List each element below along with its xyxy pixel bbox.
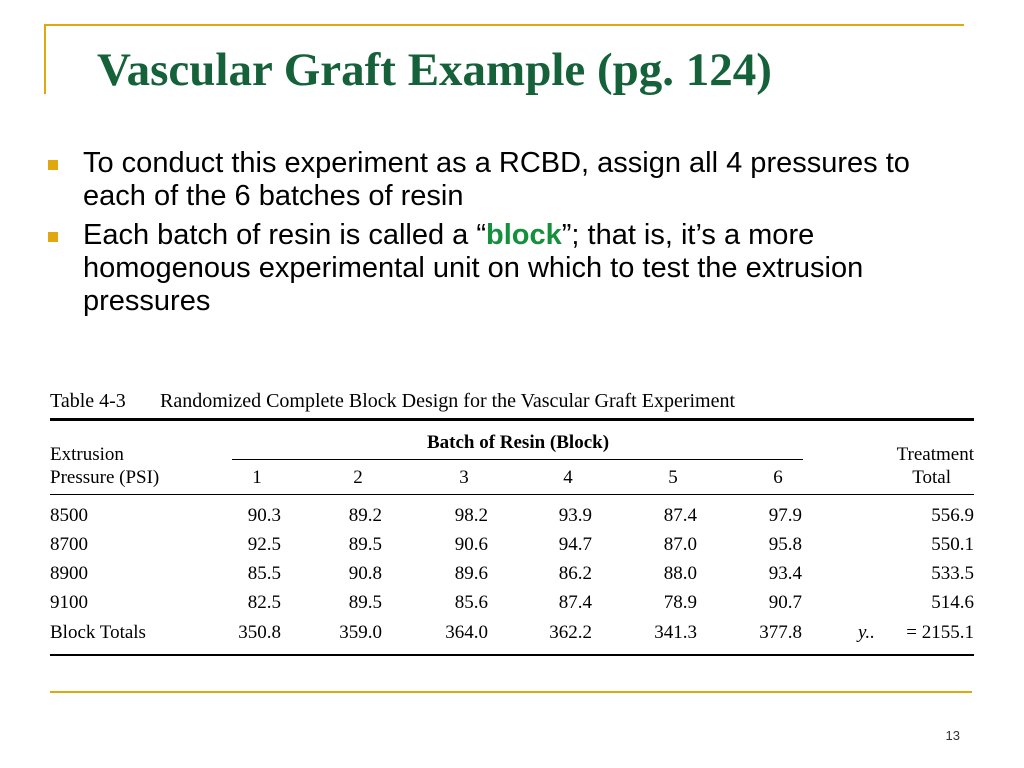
table-cell: 87.4 xyxy=(558,592,592,613)
table-cell: 89.6 xyxy=(454,563,488,584)
table-cell: 90.7 xyxy=(768,592,802,613)
table-cell: 87.0 xyxy=(663,534,697,555)
table-bottom-rule xyxy=(50,654,974,656)
group-header-rule xyxy=(232,459,803,460)
row-pressure: 8700 xyxy=(50,534,88,555)
table-cell: 98.2 xyxy=(454,505,488,526)
treatment-total: 533.5 xyxy=(931,563,974,584)
bullet-item xyxy=(44,147,974,213)
table-cell: 97.9 xyxy=(768,505,802,526)
grand-total-symbol: y.. xyxy=(858,622,875,643)
table-caption-text: Randomized Complete Block Design for the Vascular Graft Experiment xyxy=(160,390,736,412)
row-pressure: 8900 xyxy=(50,563,88,584)
row-header-line2: Pressure (PSI) xyxy=(50,467,160,488)
frame-bottom-rule xyxy=(50,691,972,693)
table-cell: 78.9 xyxy=(663,592,697,613)
total-header-line1: Treatment xyxy=(896,444,974,465)
block-total: 359.0 xyxy=(339,622,382,643)
table-label: Table 4-3 xyxy=(50,390,126,412)
table-cell: 88.0 xyxy=(663,563,697,584)
table-cell: 93.4 xyxy=(768,563,802,584)
block-total: 341.3 xyxy=(654,622,697,643)
table-header-rule xyxy=(50,494,974,495)
table-cell: 85.5 xyxy=(247,563,281,584)
block-totals-label: Block Totals xyxy=(50,622,146,643)
bullet-list xyxy=(44,147,974,324)
row-pressure: 8500 xyxy=(50,505,88,526)
slide-title: Vascular Graft Example (pg. 124) xyxy=(97,44,772,96)
block-total: 350.8 xyxy=(238,622,281,643)
bullet-text: To conduct this experiment as a RCBD, assign all 4 pressures to each of the 6 batches of resin xyxy=(83,147,910,212)
table-caption xyxy=(50,390,735,413)
treatment-total: 550.1 xyxy=(931,534,974,555)
table-cell: 87.4 xyxy=(663,505,697,526)
square-bullet-icon xyxy=(48,232,58,242)
keyword-block: block xyxy=(485,219,562,251)
block-total: 377.8 xyxy=(759,622,802,643)
table-cell: 89.5 xyxy=(348,534,382,555)
treatment-total: 556.9 xyxy=(931,505,974,526)
bullet-text: Each batch of resin is called a “ xyxy=(83,219,486,251)
block-header: 3 xyxy=(459,467,469,488)
frame-top-rule xyxy=(44,24,964,26)
treatment-total: 514.6 xyxy=(931,592,974,613)
table-cell: 90.6 xyxy=(454,534,488,555)
table-cell: 94.7 xyxy=(558,534,592,555)
table-cell: 93.9 xyxy=(558,505,592,526)
table-cell: 90.8 xyxy=(348,563,382,584)
table-cell: 92.5 xyxy=(247,534,281,555)
bullet-text: ”; that is, it’s a more homogenous experimental unit on which to test the extrusion pressures xyxy=(83,219,864,317)
table-cell: 82.5 xyxy=(247,592,281,613)
bullet-item xyxy=(44,219,974,318)
row-header-line1: Extrusion xyxy=(50,444,124,465)
row-pressure: 9100 xyxy=(50,592,88,613)
group-header: Batch of Resin (Block) xyxy=(426,432,610,453)
table-top-rule xyxy=(50,418,974,421)
table-cell: 86.2 xyxy=(558,563,592,584)
table-cell: 89.5 xyxy=(348,592,382,613)
table-cell: 85.6 xyxy=(454,592,488,613)
block-header: 1 xyxy=(252,467,262,488)
grand-total: = 2155.1 xyxy=(906,622,974,643)
table-cell: 89.2 xyxy=(348,505,382,526)
table-cell: 95.8 xyxy=(768,534,802,555)
block-header: 4 xyxy=(563,467,573,488)
page-number: 13 xyxy=(945,728,960,743)
square-bullet-icon xyxy=(48,160,58,170)
block-header: 5 xyxy=(668,467,678,488)
block-total: 362.2 xyxy=(549,622,592,643)
table-cell: 90.3 xyxy=(247,505,281,526)
block-header: 6 xyxy=(773,467,783,488)
block-header: 2 xyxy=(353,467,363,488)
block-total: 364.0 xyxy=(445,622,488,643)
frame-left-rule xyxy=(44,24,46,94)
total-header-line2: Total xyxy=(912,467,951,488)
